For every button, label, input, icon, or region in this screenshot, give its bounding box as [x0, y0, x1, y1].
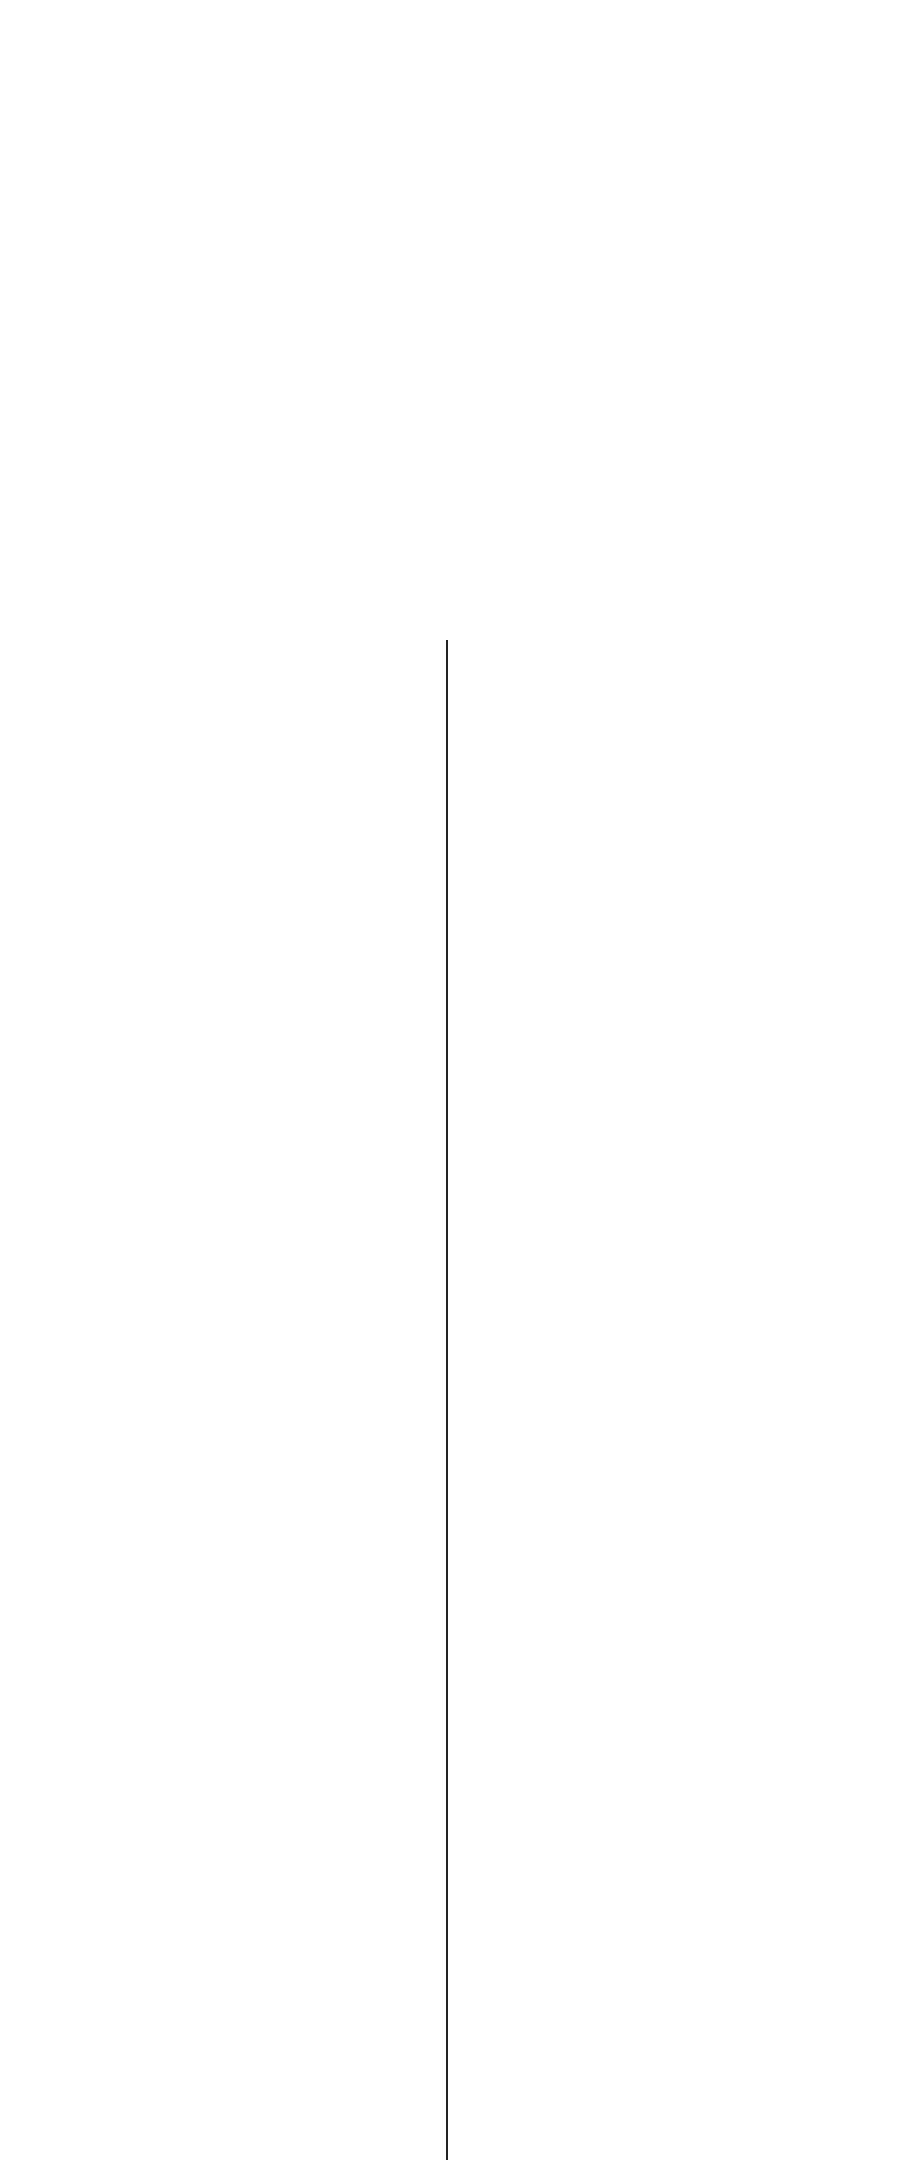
column-divider [446, 640, 448, 2160]
